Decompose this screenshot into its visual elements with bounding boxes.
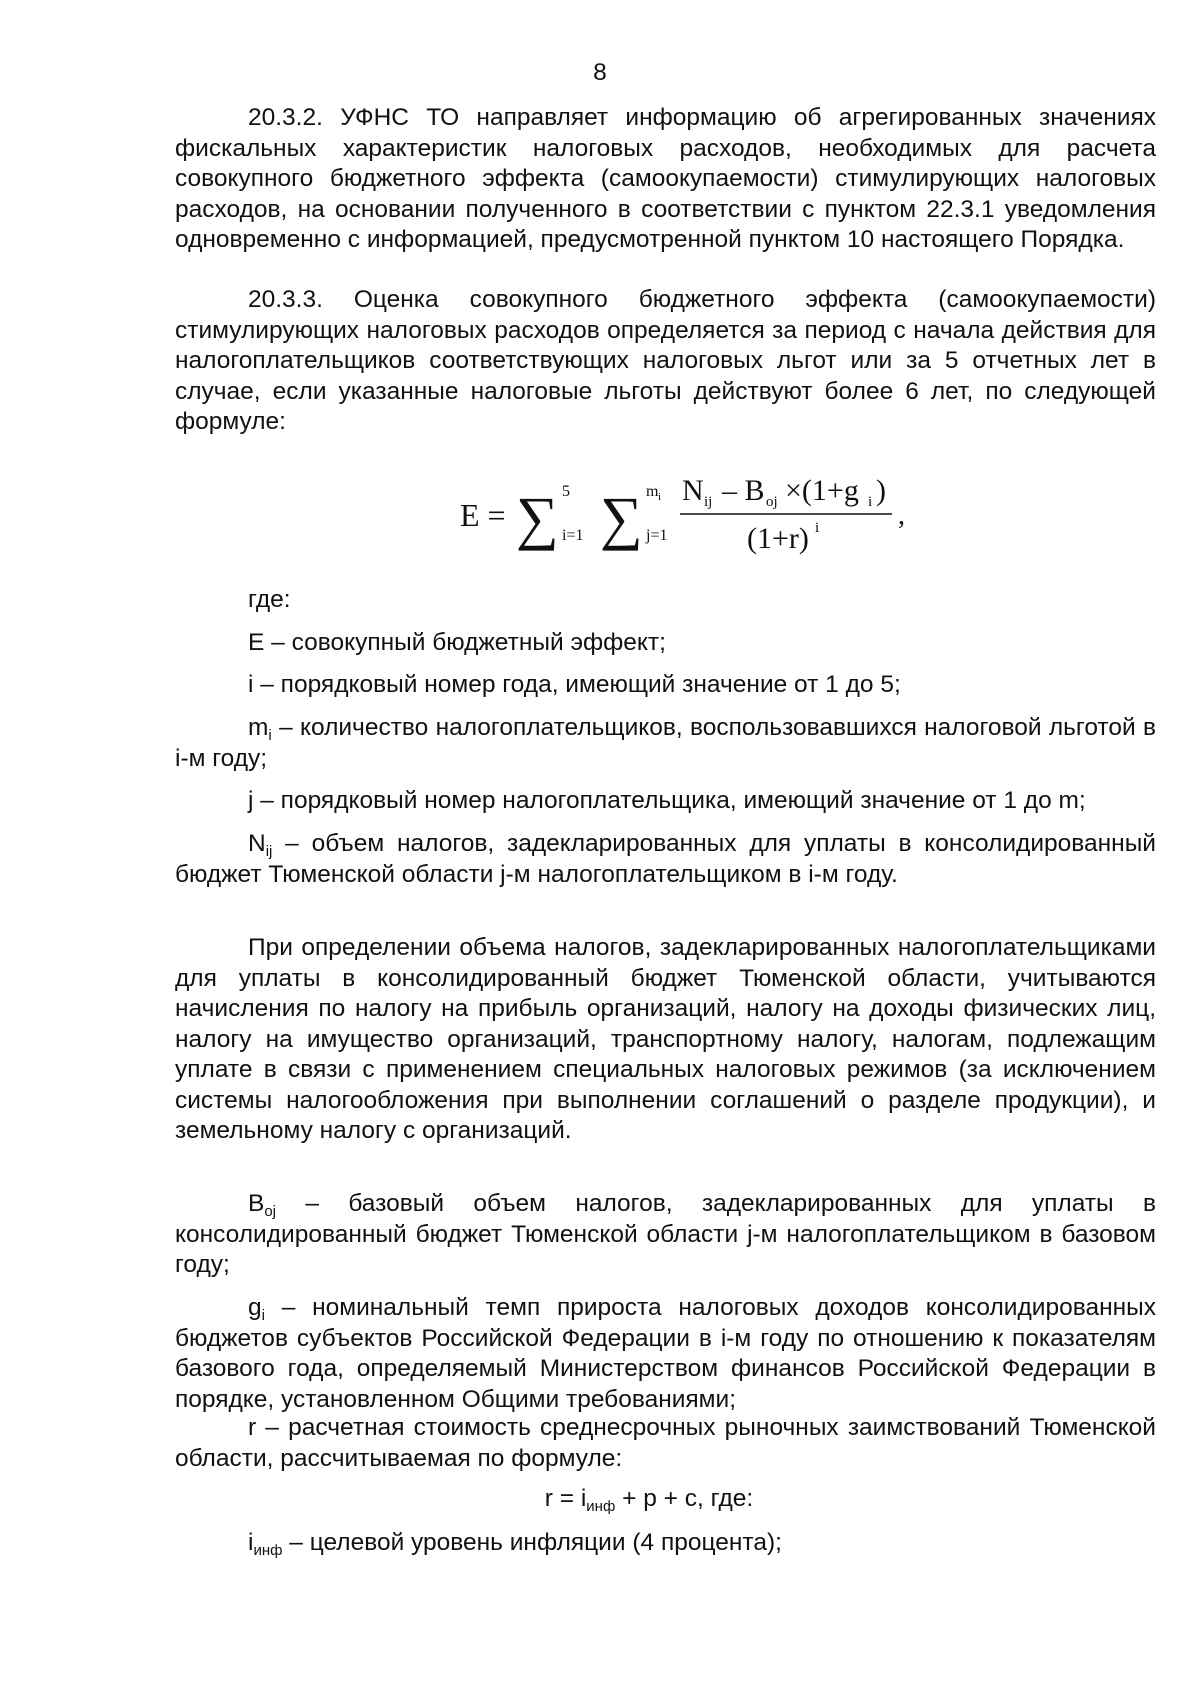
def-iinf-text: – целевой уровень инфляции (4 процента); [282, 1529, 782, 1556]
den-exp: i [815, 520, 820, 536]
num-g-sub: i [868, 494, 873, 510]
num-minus-B: – B [722, 474, 765, 507]
sum2-upper-sub: i [658, 491, 662, 503]
definition-i-inf [175, 1528, 1156, 1559]
num-N-sub: ij [704, 494, 713, 510]
definition-j: j – порядковый номер налогоплательщика, имеющий значение от 1 до m; [248, 787, 1086, 814]
sigma-2-icon: ∑ [600, 485, 643, 551]
definition-N [175, 829, 1156, 890]
def-m-sub: i [268, 727, 272, 744]
num-B-sub: oj [766, 494, 778, 510]
def-N-text: – объем налогов, задекларированных для уплаты в консолидированный бюджет Тюменской области j-м налогоплательщиком в i-м году. [175, 830, 1156, 888]
formula-comma: , [898, 500, 905, 531]
definition-E: E – совокупный бюджетный эффект; [248, 629, 666, 656]
def-B-symbol: B [248, 1190, 265, 1217]
def-B-text: – базовый объем налогов, задекларированных для уплаты в консолидированный бюджет Тюменской области j-м налогоплательщиком в базовом году; [175, 1190, 1156, 1278]
paragraph-20-3-3: 20.3.3. Оценка совокупного бюджетного эффекта (самоокупаемости) стимулирующих налоговых расходов определяется за период с начала действия для налогоплательщиков соответствующих налоговых льгот или за 5 отчетных лет в случае, если указанные налоговые льготы действуют более 6 лет, по следующей формуле: [175, 286, 1156, 435]
sum2-lower: j=1 [646, 527, 668, 544]
formula-lhs: E = [460, 497, 506, 533]
paragraph-when-defining: При определении объема налогов, задекларированных налогоплательщиками для уплаты в консолидированный бюджет Тюменской области, учитываются начисления по налогу на прибыль организаций, налогу на доходы физических лиц, налогу на имущество организаций, транспортному налогу, налогам, подлежащим уплате в связи с применением специальных налоговых режимов (за исключением системы налогообложения при выполнении соглашений о разделе продукции), и земельному налогу с организаций. [175, 934, 1156, 1144]
sigma-1-icon: ∑ [516, 485, 559, 551]
definition-B [175, 1189, 1156, 1281]
where-label: где: [248, 586, 291, 613]
sum1-lower: i=1 [562, 527, 584, 544]
sum2-upper: m [646, 483, 659, 500]
formula-r-sub: инф [586, 1498, 616, 1515]
page-number: 8 [593, 59, 607, 86]
def-B-sub: oj [264, 1203, 277, 1220]
formula-r-post: + p + c, где: [615, 1485, 754, 1512]
den-open: (1+r) [747, 522, 809, 555]
num-close: ) [876, 474, 886, 507]
def-g-sub: i [261, 1307, 265, 1324]
formula-r [0, 1484, 1200, 1515]
def-g-text: – номинальный темп прироста налоговых доходов консолидированных бюджетов субъектов Российской Федерации в i-м году по отношению к показателям базового года, определяемый Министерством финансов Российской Федерации в порядке, установленном Общими требованиями; [175, 1294, 1156, 1413]
sum1-upper: 5 [562, 483, 570, 500]
def-N-sub: ij [265, 843, 273, 860]
paragraph-20-3-2: 20.3.2. УФНС ТО направляет информацию об агрегированных значениях фискальных характеристик налоговых расходов, необходимых для расчета совокупного бюджетного эффекта (самоокупаемости) стимулирующих налоговых расходов, на основании полученного в соответствии с пунктом 22.3.1 уведомления одновременно с информацией, предусмотренной пунктом 10 настоящего Порядка. [175, 104, 1156, 253]
def-iinf-symbol: i [248, 1529, 254, 1556]
formula-r-pre: r = i [544, 1485, 587, 1512]
def-N-symbol: N [248, 830, 266, 857]
num-N: N [682, 474, 704, 507]
def-m-symbol: m [248, 714, 269, 741]
formula-total-budget-effect [460, 468, 960, 568]
def-iinf-sub: инф [253, 1542, 283, 1559]
def-m-text: – количество налогоплательщиков, воспользовавшихся налоговой льготой в i-м году; [175, 714, 1156, 772]
definition-g [175, 1293, 1156, 1415]
num-times: ×(1+g [785, 474, 859, 507]
definition-i: i – порядковый номер года, имеющий значение от 1 до 5; [248, 671, 901, 698]
def-g-symbol: g [248, 1294, 262, 1321]
definition-r: r – расчетная стоимость среднесрочных рыночных заимствований Тюменской области, рассчитываемая по формуле: [175, 1414, 1156, 1472]
definition-m [175, 713, 1156, 774]
